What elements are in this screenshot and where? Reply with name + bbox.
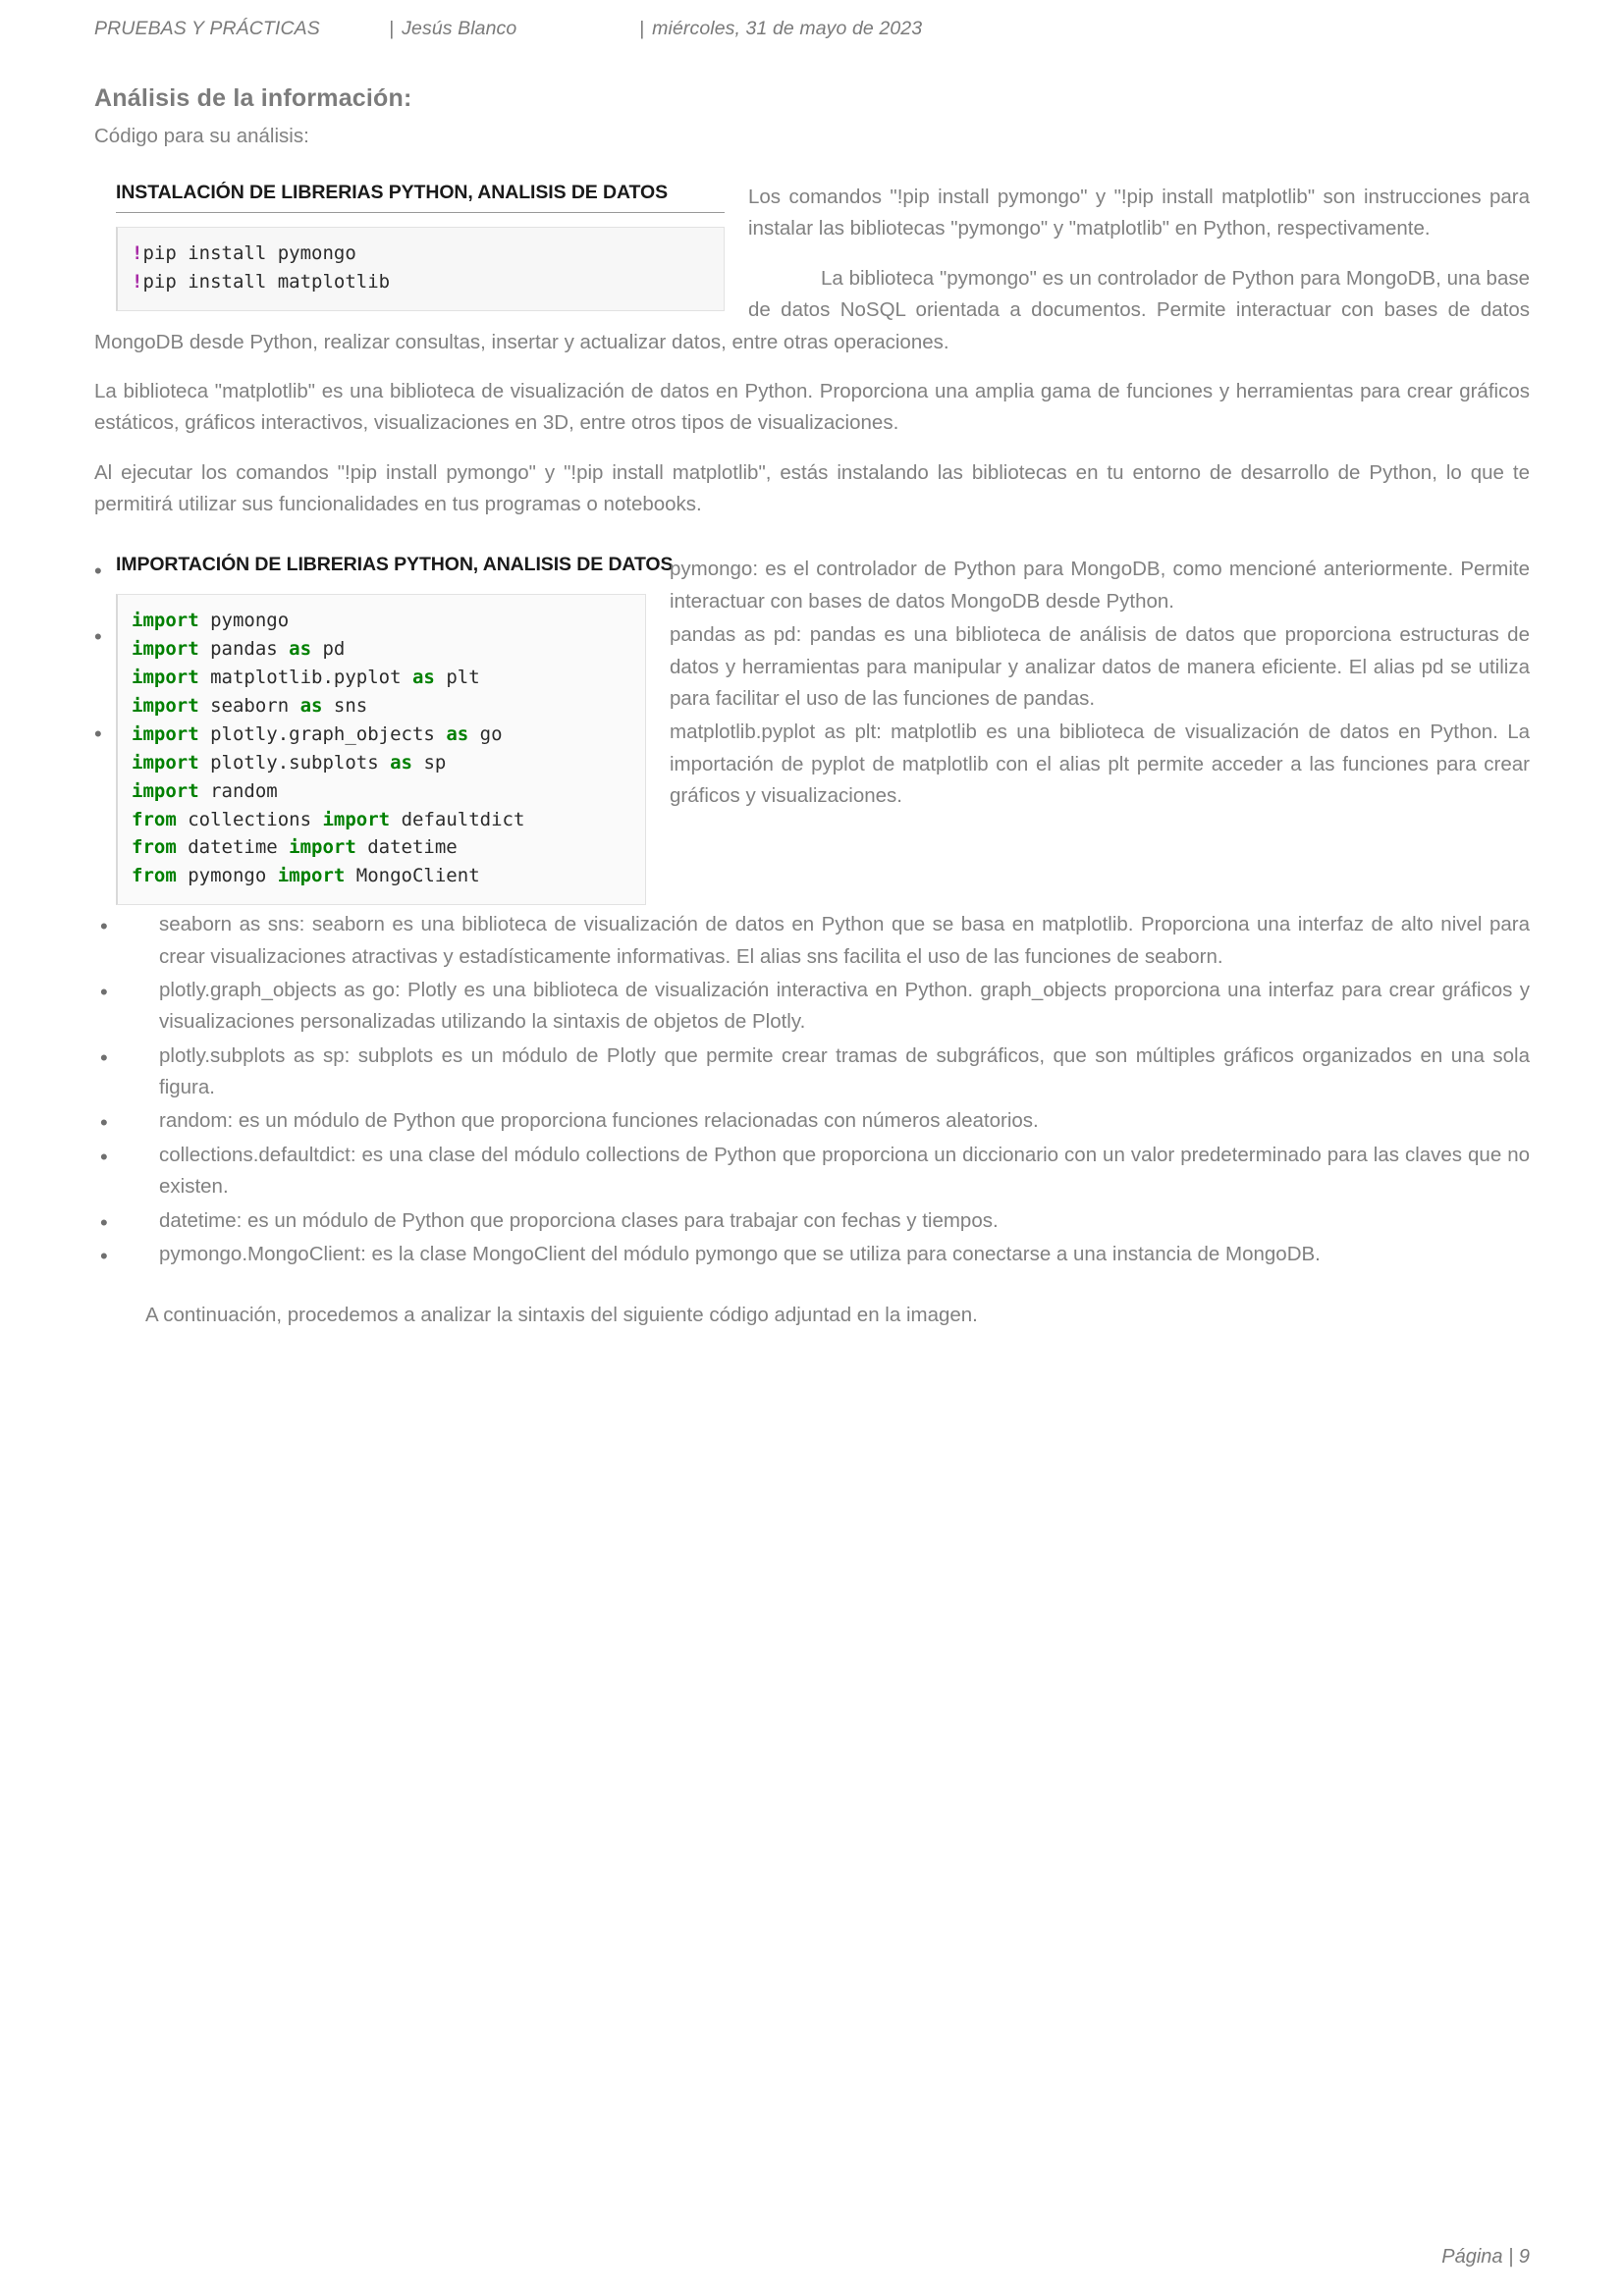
- code-token-keyword: import: [132, 610, 199, 632]
- list-item: [94, 717, 1530, 812]
- list-item: [94, 1239, 1530, 1270]
- code-token-text: sns: [322, 695, 368, 717]
- list-item: [94, 975, 1530, 1039]
- code-token-keyword: import: [277, 865, 346, 887]
- code-token-text: pandas: [198, 638, 290, 661]
- code-caption-imports: IMPORTACIÓN DE LIBRERIAS PYTHON, ANALISIS DE DATOS: [116, 554, 674, 576]
- running-header: [94, 18, 1530, 63]
- code-token-text: plt: [434, 667, 480, 689]
- code-token-text: datetime: [176, 836, 290, 859]
- list-item: [94, 1205, 1530, 1237]
- code-token-text: collections: [176, 808, 323, 830]
- bullet-icon: •: [100, 1209, 108, 1235]
- list-item: [94, 619, 1530, 715]
- code-token-keyword: as: [446, 722, 469, 745]
- code-token-text: MongoClient: [345, 865, 480, 887]
- code-token-text: pip install matplotlib: [142, 270, 391, 293]
- install-section: [94, 182, 1530, 358]
- code-token-text: datetime: [355, 836, 458, 859]
- header-separator-1: |: [389, 18, 395, 39]
- list-item: [94, 1140, 1530, 1203]
- header-separator-2: |: [639, 18, 645, 39]
- bullet-icon: •: [94, 559, 102, 584]
- list-item: [94, 1105, 1530, 1137]
- code-token-keyword: import: [132, 751, 199, 774]
- bullet-icon: •: [100, 1044, 108, 1070]
- list-item-text: plotly.graph_objects as go: Plotly es una biblioteca de visualización interactiva en Python. graph_objects proporciona una interfaz para crear gráficos y visualizaciones personalizadas utilizando la sintaxis de objetos de Plotly.: [159, 978, 1530, 1034]
- code-token-bang: !: [132, 270, 143, 293]
- list-item: [94, 1041, 1530, 1104]
- code-token-text: plotly.graph_objects: [198, 722, 447, 745]
- header-author-name: Jesús Blanco: [402, 18, 517, 39]
- bullet-icon: •: [94, 624, 102, 650]
- bullet-icon: •: [100, 979, 108, 1004]
- list-item-text: datetime: es un módulo de Python que proporciona clases para trabajar con fechas y tiempos.: [159, 1208, 999, 1232]
- paragraph-matplotlib: La biblioteca "matplotlib" es una biblioteca de visualización de datos en Python. Proporciona una amplia gama de funciones y herramientas para crear gráficos estáticos, gráficos interactivos, visualizaciones en 3D, entre otros tipos de visualizaciones.: [94, 379, 1530, 435]
- code-token-keyword: import: [132, 779, 199, 802]
- list-item-text: seaborn as sns: seaborn es una biblioteca de visualización de datos en Python que se basa en matplotlib. Proporciona una interfaz de alto nivel para crear visualizaciones atractivas y estadísticamente informativas. El alias sns facilita el uso de las funciones de seaborn.: [159, 913, 1530, 968]
- list-item: [94, 554, 1530, 617]
- code-token-keyword: from: [132, 836, 177, 859]
- code-token-bang: !: [132, 242, 143, 264]
- code-token-text: pymongo: [198, 610, 290, 632]
- page-number: Página | 9: [1441, 2246, 1530, 2268]
- code-token-text: plotly.subplots: [198, 751, 391, 774]
- code-token-keyword: import: [132, 695, 199, 717]
- code-token-text: random: [198, 779, 278, 802]
- code-token-keyword: from: [132, 865, 177, 887]
- bullet-icon: •: [94, 721, 102, 747]
- code-token-text: pymongo: [176, 865, 278, 887]
- list-item-text: pandas as pd: pandas es una biblioteca de análisis de datos que proporciona estructuras de datos y herramientas para manipular y analizar datos de manera eficiente. El alias pd se utiliza para facilitar el uso de las funciones de pandas.: [670, 623, 1530, 710]
- list-item-text: random: es un módulo de Python que proporciona funciones relacionadas con números aleatorios.: [159, 1109, 1039, 1133]
- paragraph-ejecutar: Al ejecutar los comandos "!pip install pymongo" y "!pip install matplotlib", estás instalando las bibliotecas en tu entorno de desarrollo de Python, lo que te permitirá utilizar sus funcionalidades en tus programas o notebooks.: [94, 460, 1530, 515]
- code-token-text: go: [468, 722, 503, 745]
- library-bullet-list-bottom: [94, 909, 1530, 1270]
- code-token-keyword: import: [132, 638, 199, 661]
- code-token-text: pd: [311, 638, 346, 661]
- code-token-text: defaultdict: [390, 808, 525, 830]
- library-bullet-list-top: [94, 554, 1530, 812]
- code-token-keyword: as: [411, 667, 435, 689]
- list-item-text: matplotlib.pyplot as plt: matplotlib es una biblioteca de visualización de datos en Python. La importación de pyplot de matplotlib con el alias plt permite acceder a las funciones para crear gráficos y visualizaciones.: [670, 721, 1530, 807]
- code-token-text: matplotlib.pyplot: [198, 667, 412, 689]
- bullet-icon: •: [100, 914, 108, 939]
- page-footer: [94, 2246, 1530, 2269]
- code-token-keyword: as: [299, 695, 323, 717]
- paragraph-closing: A continuación, procedemos a analizar la sintaxis del siguiente código adjuntad en la imagen.: [145, 1304, 978, 1327]
- list-item-text: pymongo: es el controlador de Python para MongoDB, como mencioné anteriormente. Permite interactuar con bases de datos MongoDB desde Python.: [670, 558, 1530, 613]
- code-token-keyword: import: [132, 667, 199, 689]
- page-title: Análisis de la información:: [94, 84, 412, 112]
- header-document-title: PRUEBAS Y PRÁCTICAS: [94, 18, 320, 39]
- code-token-keyword: as: [289, 638, 312, 661]
- code-token-keyword: import: [132, 722, 199, 745]
- import-section: [94, 554, 1530, 909]
- bullet-icon: •: [100, 1144, 108, 1169]
- code-block-install[interactable]: [116, 227, 725, 311]
- paragraph-pymongo: La biblioteca "pymongo" es un controlador de Python para MongoDB, una base de datos NoSQL orientada a documentos. Permite interactuar con bases de datos MongoDB desde Python, realizar consultas, insertar y actualizar datos, entre otras operaciones.: [94, 266, 1530, 353]
- list-item-text: plotly.subplots as sp: subplots es un módulo de Plotly que permite crear tramas de subgráficos, que son múltiples gráficos organizados en una sola figura.: [159, 1043, 1530, 1098]
- list-item: [94, 909, 1530, 973]
- bullet-icon: •: [100, 1110, 108, 1136]
- list-item-text: pymongo.MongoClient: es la clase MongoClient del módulo pymongo que se utiliza para conectarse a una instancia de MongoDB.: [159, 1242, 1321, 1265]
- code-token-text: seaborn: [198, 695, 300, 717]
- code-token-keyword: import: [322, 808, 391, 830]
- header-date: [639, 18, 1530, 40]
- code-figure-install: [116, 182, 725, 311]
- paragraph-install-commands: Los comandos "!pip install pymongo" y "!pip install matplotlib" son instrucciones para instalar las bibliotecas "pymongo" y "matplotlib" en Python, respectivamente.: [748, 186, 1530, 240]
- code-token-keyword: from: [132, 808, 177, 830]
- header-author: [389, 18, 639, 40]
- code-token-keyword: as: [390, 751, 412, 774]
- section-subheading: Código para su análisis:: [94, 125, 309, 147]
- bullet-icon: •: [100, 1243, 108, 1268]
- list-item-text: collections.defaultdict: es una clase del módulo collections de Python que proporciona un diccionario con un valor predeterminado para las claves que no existen.: [159, 1143, 1530, 1199]
- header-date-value: miércoles, 31 de mayo de 2023: [652, 18, 923, 39]
- code-token-text: pip install pymongo: [142, 242, 356, 264]
- code-caption-install: INSTALACIÓN DE LIBRERIAS PYTHON, ANALISIS DE DATOS: [116, 182, 725, 213]
- code-token-text: sp: [412, 751, 447, 774]
- code-token-keyword: import: [289, 836, 356, 859]
